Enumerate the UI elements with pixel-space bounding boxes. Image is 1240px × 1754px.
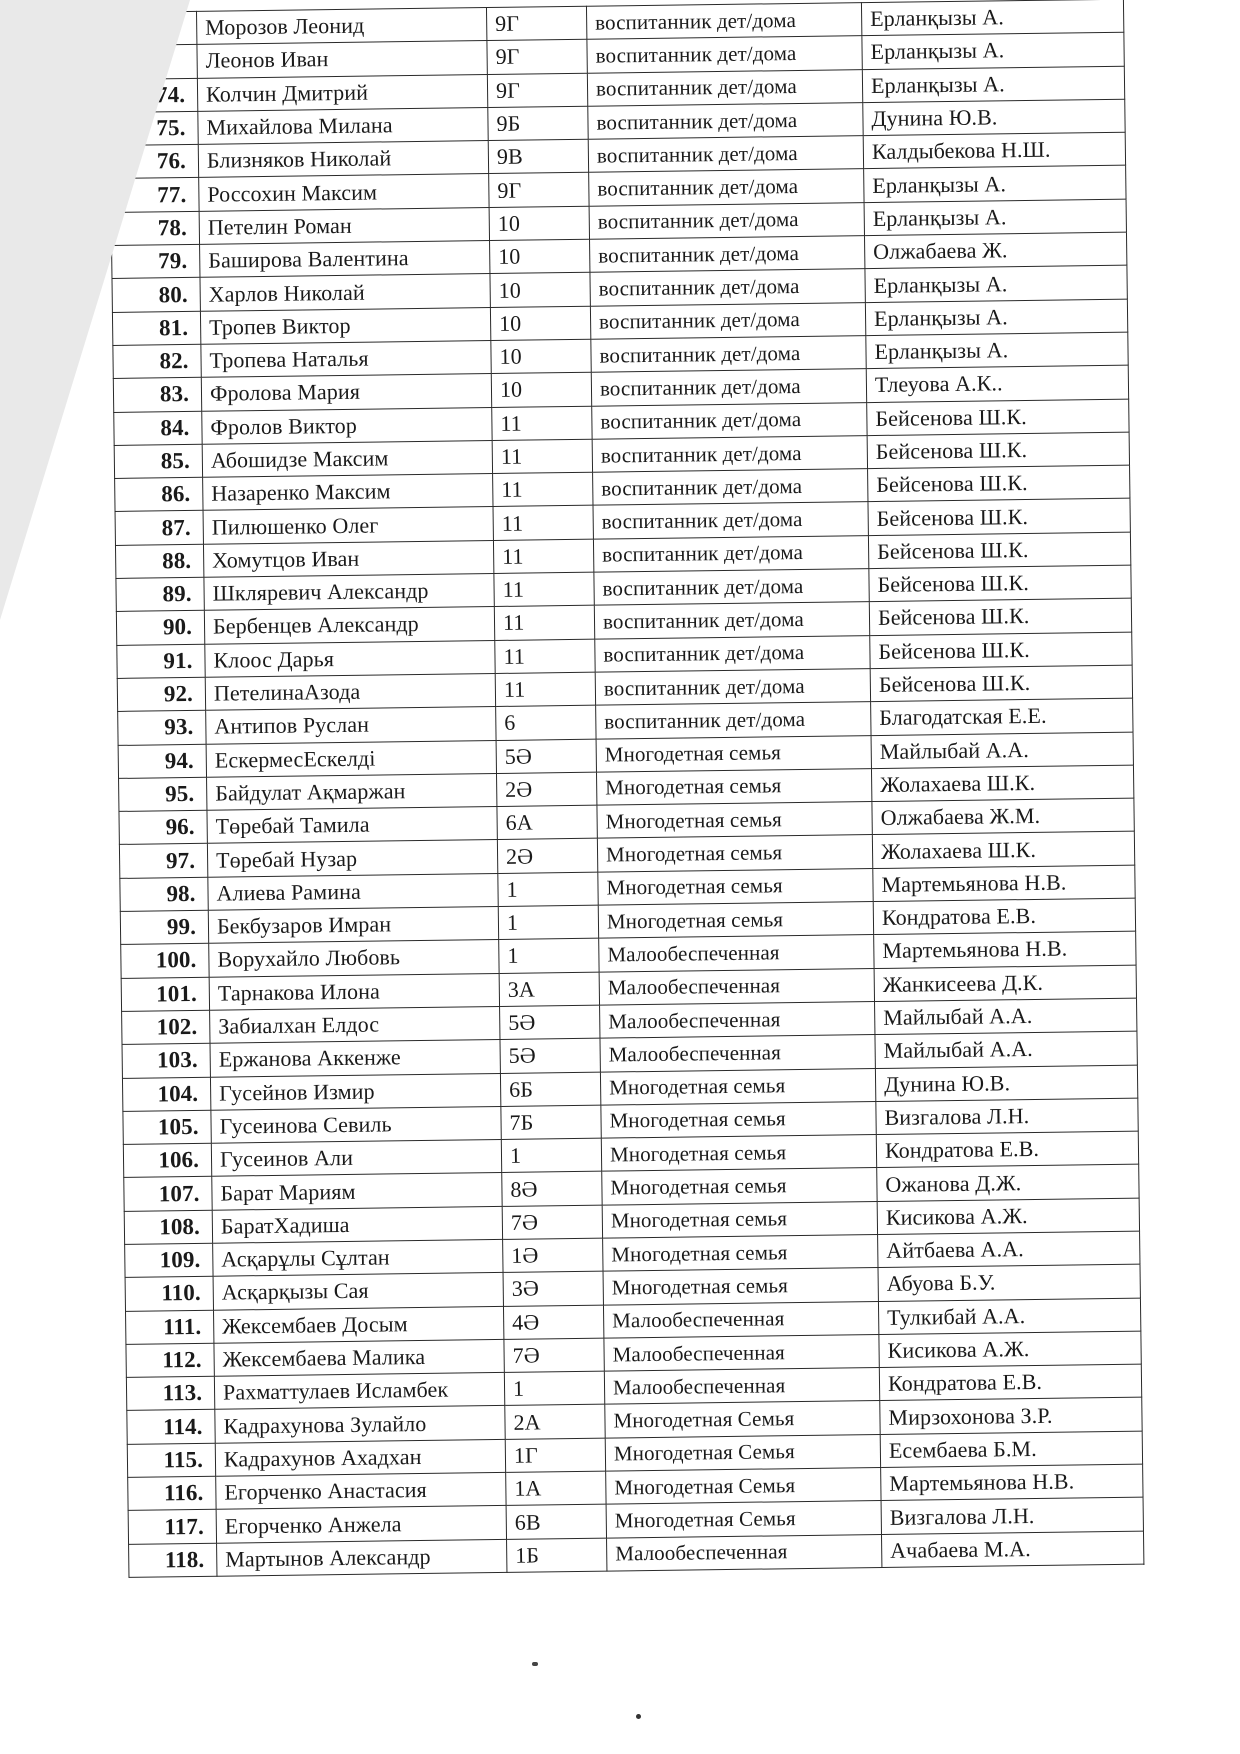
student-name: Тропев Виктор (200, 307, 490, 344)
student-grade: 2Ә (497, 839, 597, 874)
student-name: Петелин Роман (199, 207, 489, 244)
student-name: Морозов Леонид (196, 8, 486, 45)
responsible-teacher: Ерланқызы А. (862, 33, 1124, 70)
row-number: 75. (110, 111, 198, 145)
row-number: 117. (128, 1510, 216, 1544)
student-name: Асқарқызы Сая (213, 1273, 503, 1310)
student-name: Гусейнов Измир (210, 1073, 500, 1110)
family-status: воспитанник дет/дома (594, 602, 869, 639)
row-number: 118. (129, 1543, 217, 1577)
student-grade: 5Ә (500, 1005, 600, 1040)
responsible-teacher: Кондратова Е.В. (873, 898, 1135, 935)
responsible-teacher: Майлыбай А.А. (871, 732, 1133, 769)
student-grade: 6Б (500, 1072, 600, 1107)
family-status: Многодетная Семья (605, 1401, 880, 1438)
student-grade: 1 (498, 905, 598, 940)
student-grade: 11 (492, 406, 592, 441)
responsible-teacher: Олжабаева Ж. (864, 232, 1126, 269)
student-name: Михайлова Милана (198, 107, 488, 144)
student-name: Жексембаева Малика (214, 1339, 504, 1376)
family-status: Многодетная Семья (606, 1501, 881, 1538)
student-name: Алиева Рамина (208, 873, 498, 910)
scan-speck (636, 1714, 641, 1719)
student-grade: 11 (493, 472, 593, 507)
student-grade: 4Ә (503, 1305, 603, 1340)
responsible-teacher: Бейсенова Ш.К. (868, 465, 1130, 502)
row-number: 74. (109, 78, 197, 112)
student-grade: 3Ә (503, 1271, 603, 1306)
responsible-teacher: Бейсенова Ш.К. (868, 532, 1130, 569)
student-name: Төребай Нузар (207, 840, 497, 877)
responsible-teacher: Ерланқызы А. (865, 266, 1127, 303)
responsible-teacher: Кисикова А.Ж. (877, 1198, 1139, 1235)
student-name: Харлов Николай (200, 274, 490, 311)
student-name: Жексембаев Досым (213, 1306, 503, 1343)
row-number: 115. (127, 1443, 215, 1477)
student-grade: 1 (501, 1138, 601, 1173)
family-status: Малообеспеченная (604, 1368, 879, 1405)
student-name: Баширова Валентина (200, 241, 490, 278)
student-grade: 1 (504, 1371, 604, 1406)
student-name: Фролов Виктор (202, 407, 492, 444)
row-number: 89. (116, 577, 204, 611)
family-status: Многодетная Семья (605, 1434, 880, 1471)
responsible-teacher: Мартемьянова Н.В. (874, 931, 1136, 968)
family-status: Многодетная семья (602, 1201, 877, 1238)
responsible-teacher: Ерланқызы А. (865, 299, 1127, 336)
student-name: Кадрахунов Ахадхан (215, 1439, 505, 1476)
responsible-teacher: Айтбаева А.А. (878, 1231, 1140, 1268)
responsible-teacher: Дунина Ю.В. (863, 99, 1125, 136)
row-number: 107. (124, 1177, 212, 1211)
responsible-teacher: Визгалова Л.Н. (876, 1098, 1138, 1135)
student-name: Тарнакова Илона (209, 973, 499, 1010)
family-status: воспитанник дет/дома (589, 169, 864, 206)
family-status: Многодетная семья (596, 735, 871, 772)
responsible-teacher: Бейсенова Ш.К. (869, 565, 1131, 602)
row-number: 105. (123, 1110, 211, 1144)
family-status: воспитанник дет/дома (587, 69, 862, 106)
student-name: Ворухайло Любовь (209, 940, 499, 977)
family-status: воспитанник дет/дома (590, 302, 865, 339)
student-grade: 7Ә (502, 1205, 602, 1240)
student-grade: 2А (505, 1405, 605, 1440)
family-status: Малообеспеченная (603, 1301, 878, 1338)
student-grade: 10 (491, 339, 591, 374)
responsible-teacher: Ерланқызы А. (864, 199, 1126, 236)
student-name: ЕскермесЕскелді (206, 740, 496, 777)
student-name: Гусеинов Али (211, 1140, 501, 1177)
student-grade: 10 (490, 273, 590, 308)
family-status: Многодетная семья (598, 902, 873, 939)
row-number: 83. (113, 378, 201, 412)
row-number: 79. (112, 244, 200, 278)
student-name: Шкляревич Александр (204, 574, 494, 611)
responsible-teacher: Жолахаева Ш.К. (871, 765, 1133, 802)
student-grade: 9Б (488, 106, 588, 141)
student-grade: 6В (506, 1504, 606, 1539)
row-number: 99. (120, 910, 208, 944)
student-grade: 8Ә (502, 1172, 602, 1207)
student-grade: 2Ә (496, 772, 596, 807)
student-name: Рахматтулаев Исламбек (214, 1373, 504, 1410)
row-number: 80. (112, 278, 200, 312)
row-number: 81. (112, 311, 200, 345)
student-name: Антипов Руслан (206, 707, 496, 744)
student-grade: 1Г (505, 1438, 605, 1473)
family-status: Многодетная семья (601, 1101, 876, 1138)
responsible-teacher: Олжабаева Ж.М. (872, 798, 1134, 835)
responsible-teacher: Визгалова Л.Н. (881, 1497, 1143, 1534)
student-name: Пилюшенко Олег (203, 507, 493, 544)
responsible-teacher: Бейсенова Ш.К. (868, 499, 1130, 536)
family-status: Многодетная семья (603, 1268, 878, 1305)
row-number: 111. (126, 1310, 214, 1344)
family-status: воспитанник дет/дома (586, 3, 861, 40)
student-name: Забиалхан Елдос (210, 1006, 500, 1043)
student-grade: 11 (495, 672, 595, 707)
responsible-teacher: Дунина Ю.В. (875, 1065, 1137, 1102)
student-name: Тропева Наталья (201, 340, 491, 377)
family-status: воспитанник дет/дома (592, 435, 867, 472)
student-name: Гусеинова Севиль (211, 1106, 501, 1143)
responsible-teacher: Кондратова Е.В. (879, 1364, 1141, 1401)
family-status: Многодетная семья (596, 768, 871, 805)
student-name: Абошидзе Максим (202, 440, 492, 477)
family-status: Многодетная семья (601, 1135, 876, 1172)
row-number: 106. (123, 1143, 211, 1177)
family-status: Многодетная семья (602, 1168, 877, 1205)
row-number: 116. (128, 1476, 216, 1510)
family-status: воспитанник дет/дома (591, 369, 866, 406)
row-number: 96. (119, 810, 207, 844)
student-grade: 9В (488, 139, 588, 174)
row-number: 112. (126, 1343, 214, 1377)
row-number: 110. (125, 1277, 213, 1311)
row-number: 108. (124, 1210, 212, 1244)
student-grade: 10 (490, 239, 590, 274)
responsible-teacher: Мирзохонова З.Р. (880, 1398, 1142, 1435)
row-number: 87. (115, 511, 203, 545)
student-grade: 10 (491, 372, 591, 407)
student-name: Кадрахунова Зулайло (215, 1406, 505, 1443)
family-status: воспитанник дет/дома (588, 103, 863, 140)
student-grade: 1 (499, 938, 599, 973)
student-list-table-wrapper (108, 0, 1143, 1578)
row-number: 103. (122, 1043, 210, 1077)
student-name: Россохин Максим (199, 174, 489, 211)
student-grade: 9Г (487, 40, 587, 75)
row-number: 88. (115, 544, 203, 578)
family-status: воспитанник дет/дома (593, 469, 868, 506)
row-number: 92. (117, 677, 205, 711)
student-grade: 11 (492, 439, 592, 474)
family-status: воспитанник дет/дома (587, 36, 862, 73)
row-number: 114. (127, 1410, 215, 1444)
row-number: 82. (113, 344, 201, 378)
student-name: Асқарұлы Сұлтан (213, 1239, 503, 1276)
student-grade: 1Б (507, 1538, 607, 1573)
student-grade: 1А (506, 1471, 606, 1506)
table-body (109, 0, 1144, 1577)
responsible-teacher: Ерланқызы А. (861, 0, 1123, 36)
student-grade: 10 (489, 206, 589, 241)
student-name: ПетелинаАзода (205, 673, 495, 710)
student-grade: 5Ә (496, 739, 596, 774)
student-grade: 9Г (486, 6, 586, 41)
row-number: 109. (125, 1243, 213, 1277)
student-name: Байдулат Ақмаржан (207, 773, 497, 810)
student-grade: 11 (493, 506, 593, 541)
family-status: Малообеспеченная (607, 1534, 882, 1571)
row-number: 102. (122, 1010, 210, 1044)
row-number: 95. (119, 777, 207, 811)
scan-speck (532, 1662, 538, 1666)
student-name: Колчин Дмитрий (197, 74, 487, 111)
family-status: Малообеспеченная (600, 1001, 875, 1038)
responsible-teacher: Бейсенова Ш.К. (869, 598, 1131, 635)
student-grade: 7Б (501, 1105, 601, 1140)
responsible-teacher: Бейсенова Ш.К. (870, 632, 1132, 669)
student-name: Бербенцев Александр (204, 607, 494, 644)
family-status: воспитанник дет/дома (594, 569, 869, 606)
family-status: воспитанник дет/дома (595, 669, 870, 706)
student-grade: 1Ә (503, 1238, 603, 1273)
responsible-teacher: Жолахаева Ш.К. (872, 832, 1134, 869)
family-status: Многодетная Семья (606, 1468, 881, 1505)
family-status: Многодетная семья (600, 1068, 875, 1105)
student-grade: 1 (498, 872, 598, 907)
family-status: воспитанник дет/дома (591, 336, 866, 373)
student-grade: 6 (496, 705, 596, 740)
family-status: Многодетная семья (597, 835, 872, 872)
responsible-teacher: Кисикова А.Ж. (879, 1331, 1141, 1368)
family-status: воспитанник дет/дома (590, 269, 865, 306)
responsible-teacher: Майлыбай А.А. (875, 998, 1137, 1035)
responsible-teacher: Бейсенова Ш.К. (867, 399, 1129, 436)
student-name: Бекбузаров Имран (208, 906, 498, 943)
row-number: 91. (117, 644, 205, 678)
family-status: воспитанник дет/дома (590, 236, 865, 273)
responsible-teacher: Ерланқызы А. (862, 66, 1124, 103)
responsible-teacher: Есембаева Б.М. (880, 1431, 1142, 1468)
folded-page-corner (0, 0, 190, 620)
responsible-teacher: Ерланқызы А. (864, 166, 1126, 203)
family-status: воспитанник дет/дома (589, 202, 864, 239)
student-name: Төребай Тамила (207, 807, 497, 844)
row-number: 97. (119, 844, 207, 878)
responsible-teacher: Ачабаева М.А. (881, 1531, 1143, 1568)
student-grade: 11 (495, 639, 595, 674)
row-number: 94. (118, 744, 206, 778)
row-number: 101. (121, 977, 209, 1011)
row-number: 98. (120, 877, 208, 911)
row-number: 77. (111, 178, 199, 212)
family-status: Многодетная семья (597, 802, 872, 839)
student-name: Хомутцов Иван (203, 540, 493, 577)
student-grade: 5Ә (500, 1038, 600, 1073)
family-status: Малообеспеченная (604, 1334, 879, 1371)
family-status: Малообеспеченная (599, 968, 874, 1005)
row-number: 100. (121, 944, 209, 978)
row-number: 86. (115, 477, 203, 511)
student-name: Леонов Иван (197, 41, 487, 78)
responsible-teacher: Ерланқызы А. (866, 332, 1128, 369)
family-status: воспитанник дет/дома (593, 535, 868, 572)
student-name: Мартынов Александр (217, 1539, 507, 1576)
student-name: Ержанова Аккенже (210, 1040, 500, 1077)
responsible-teacher: Бейсенова Ш.К. (870, 665, 1132, 702)
student-grade: 7Ә (504, 1338, 604, 1373)
student-name: Егорченко Анжела (216, 1506, 506, 1543)
student-grade: 9Г (489, 173, 589, 208)
family-status: Многодетная семья (598, 868, 873, 905)
student-name: Фролова Мария (201, 374, 491, 411)
responsible-teacher: Жанкисеева Д.К. (874, 965, 1136, 1002)
responsible-teacher: Кондратова Е.В. (876, 1131, 1138, 1168)
responsible-teacher: Абуова Б.У. (878, 1264, 1140, 1301)
student-grade: 9Г (487, 73, 587, 108)
student-name: Назаренко Максим (203, 474, 493, 511)
row-number: 113. (126, 1376, 214, 1410)
student-grade: 11 (494, 606, 594, 641)
row-number: 85. (114, 444, 202, 478)
student-name: БаратХадиша (212, 1206, 502, 1243)
responsible-teacher: Тулкибай А.А. (878, 1298, 1140, 1335)
responsible-teacher: Калдыбекова Н.Ш. (863, 132, 1125, 169)
row-number: 90. (116, 611, 204, 645)
student-name: Клоос Дарья (205, 640, 495, 677)
row-number: 76. (110, 145, 198, 179)
student-name: Егорченко Анастасия (216, 1472, 506, 1509)
responsible-teacher: Ожанова Д.Ж. (877, 1164, 1139, 1201)
responsible-teacher: Мартемьянова Н.В. (873, 865, 1135, 902)
family-status: воспитанник дет/дома (595, 635, 870, 672)
student-grade: 6А (497, 805, 597, 840)
student-grade: 10 (490, 306, 590, 341)
family-status: Многодетная семья (603, 1235, 878, 1272)
responsible-teacher: Тлеуова А.К.. (866, 365, 1128, 402)
student-grade: 3А (499, 972, 599, 1007)
responsible-teacher: Бейсенова Ш.К. (867, 432, 1129, 469)
student-grade: 11 (493, 539, 593, 574)
family-status: воспитанник дет/дома (596, 702, 871, 739)
family-status: Малообеспеченная (599, 935, 874, 972)
row-number: 93. (118, 711, 206, 745)
responsible-teacher: Благодатская Е.Е. (871, 698, 1133, 735)
family-status: Малообеспеченная (600, 1035, 875, 1072)
responsible-teacher: Мартемьянова Н.В. (881, 1464, 1143, 1501)
student-grade: 11 (494, 572, 594, 607)
row-number: 104. (122, 1077, 210, 1111)
family-status: воспитанник дет/дома (593, 502, 868, 539)
student-list-table (108, 0, 1144, 1578)
family-status: воспитанник дет/дома (588, 136, 863, 173)
row-number: 78. (111, 211, 199, 245)
responsible-teacher: Майлыбай А.А. (875, 1031, 1137, 1068)
student-name: Барат Мариям (212, 1173, 502, 1210)
family-status: воспитанник дет/дома (592, 402, 867, 439)
row-number: 84. (114, 411, 202, 445)
student-name: Близняков Николай (198, 141, 488, 178)
